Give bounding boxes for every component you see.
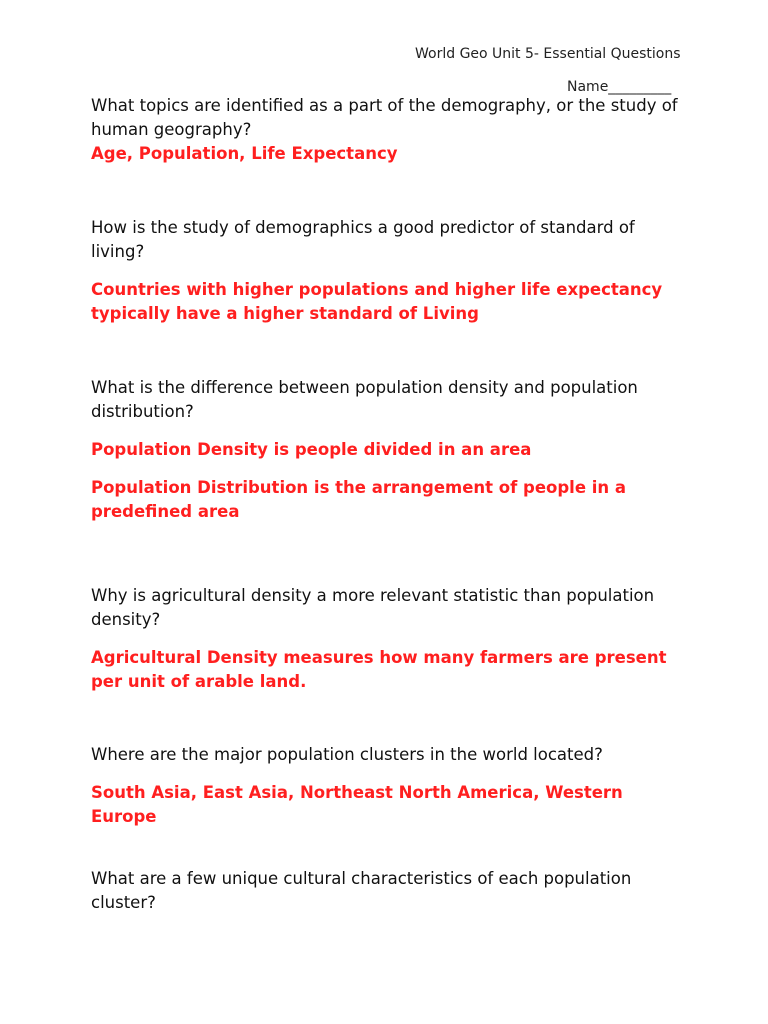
qa-block-6 bbox=[91, 867, 691, 915]
question-4: Why is agricultural density a more relevant statistic than population density? bbox=[91, 586, 655, 629]
answer-5: South Asia, East Asia, Northeast North America, Western Europe bbox=[91, 783, 623, 826]
answer-4: Agricultural Density measures how many farmers are present per unit of arable land. bbox=[91, 648, 667, 691]
answer-2: Countries with higher populations and higher life expectancy typically have a higher standard of Living bbox=[91, 280, 663, 323]
question-1: What topics are identified as a part of the demography, or the study of human geography? bbox=[91, 96, 678, 139]
name-field-line: Name_________ bbox=[567, 79, 672, 95]
question-3: What is the difference between population density and population distribution? bbox=[91, 378, 638, 421]
qa-block-4 bbox=[91, 584, 691, 694]
qa-block-3 bbox=[91, 376, 691, 524]
document-title: World Geo Unit 5- Essential Questions bbox=[415, 46, 681, 62]
answer-3b: Population Distribution is the arrangement of people in a predefined area bbox=[91, 478, 627, 521]
answer-3a: Population Density is people divided in an area bbox=[91, 440, 532, 459]
question-6: What are a few unique cultural characteristics of each population cluster? bbox=[91, 869, 632, 912]
qa-block-2 bbox=[91, 216, 691, 326]
qa-block-5 bbox=[91, 743, 691, 829]
answer-1: Age, Population, Life Expectancy bbox=[91, 144, 398, 163]
question-2: How is the study of demographics a good predictor of standard of living? bbox=[91, 218, 635, 261]
question-5: Where are the major population clusters in the world located? bbox=[91, 745, 603, 764]
qa-block-1 bbox=[91, 94, 691, 166]
